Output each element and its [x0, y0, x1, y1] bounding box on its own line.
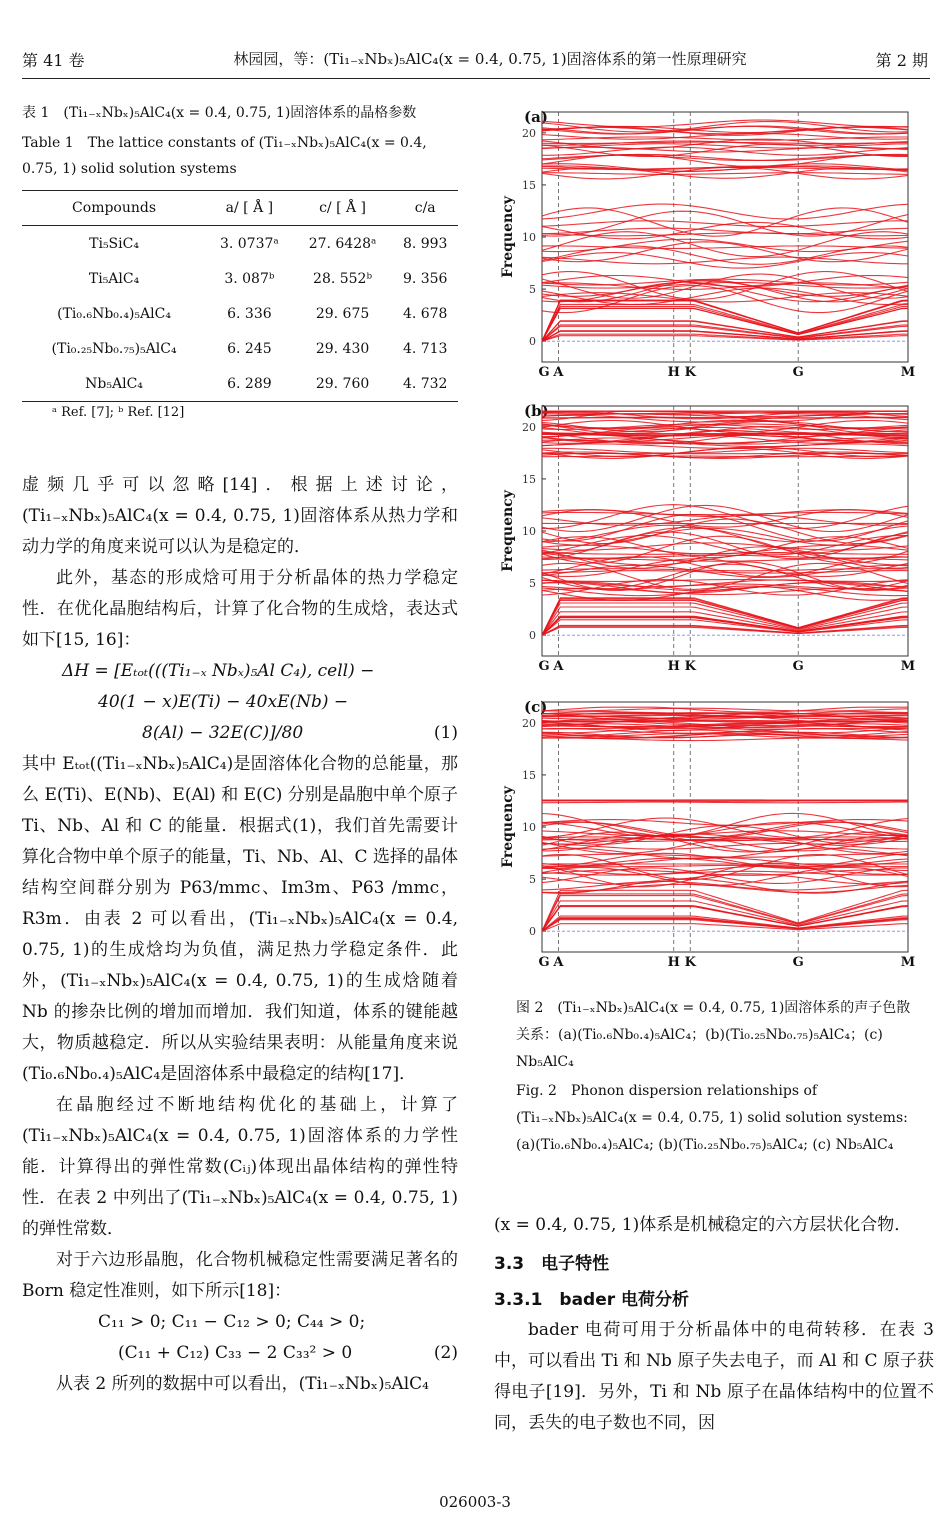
table-row — [22, 261, 458, 296]
header-rule — [22, 78, 930, 79]
x-tick-label: A — [553, 955, 564, 970]
cell: 29. 760 — [293, 366, 393, 402]
panel-label: (a) — [524, 108, 548, 126]
cell: Ti₅AlC₄ — [88, 270, 140, 287]
dispersion-branch — [542, 801, 908, 802]
cell: Nb₅AlC₄ — [22, 366, 206, 402]
dispersion-branch — [542, 221, 908, 227]
dispersion-branch — [542, 120, 908, 127]
dispersion-branch — [542, 802, 908, 803]
running-title: 林园园，等：(Ti₁₋ₓNbₓ)₅AlC₄(x = 0.4, 0.75, 1)固溶体系的第一性原理研究 — [233, 50, 747, 68]
paragraph: 其中 Eₜₒₜ((Ti₁₋ₓNbₓ)₅AlC₄)是固溶体化合物的总能量，那么 E(Ti)、E(Nb)、E(Al) 和 E(C) 分别是晶胞中单个原子 Ti、Nb、Al 和 C 的能量．根据式(1)，我们首先需要计算化合物中单个原子的能量，Ti、Nb、Al、C 选择的晶体结构空间群分别为 P63/mmc、Im3m、P63 /mmc，R3m．由表 2 可以看出，(Ti₁₋ₓNbₓ)₅AlC₄(x = 0.4, 0.75, 1)的生成焓均为负值，满足热力学稳定条件．此外，(Ti₁₋ₓNbₓ)₅AlC₄(x = 0.4, 0.75, 1)的生成焓随着 Nb 的掺杂比例的增加而增加．我们知道，体系的键能越大，物质越稳定．所以从实验结果表明：从能量角度来说(Ti₀.₆Nb₀.₄)₅AlC₄是固溶体系中最稳定的结构[17]． — [22, 754, 458, 1084]
x-tick-label: G — [538, 659, 550, 674]
y-axis-label: Frequency — [500, 786, 516, 868]
cell: 27. 6428ᵃ — [308, 235, 377, 252]
cell: 4. 713 — [402, 340, 448, 357]
x-tick-label: K — [684, 955, 696, 970]
x-tick-label: M — [900, 365, 916, 380]
table-row — [22, 226, 458, 262]
y-tick-label: 0 — [529, 629, 536, 643]
col-c: c/ [ Å ] — [293, 191, 393, 226]
dispersion-branch — [542, 848, 908, 858]
cell: Ti₅SiC₄ — [89, 235, 139, 252]
col-a: a/ [ Å ] — [206, 191, 293, 226]
dispersion-branch — [542, 515, 908, 542]
table-row — [22, 296, 458, 331]
journal-issue: 第 2 期 — [875, 51, 928, 70]
cell: 9. 356 — [402, 270, 448, 287]
right-body — [494, 1210, 934, 1439]
dispersion-branch — [542, 918, 908, 931]
dispersion-branch — [542, 563, 908, 589]
dispersion-branch — [542, 881, 908, 890]
col-compounds: Compounds — [22, 191, 206, 226]
equation-1-line3 — [22, 718, 458, 749]
paragraph: (x = 0.4, 0.75, 1)体系是机械稳定的六方层状化合物． — [494, 1215, 912, 1235]
x-tick-label: G — [538, 955, 550, 970]
dispersion-branch — [542, 211, 908, 236]
cell: 28. 552ᵇ — [313, 270, 373, 287]
section-3-3-heading: 3.3 电子特性 — [494, 1254, 610, 1274]
paragraph: 此外，基态的形成焓可用于分析晶体的热力学稳定性．在优化晶胞结构后，计算了化合物的生成焓，表达式如下[15, 16]： — [22, 568, 458, 650]
figure2-caption-en: Fig. 2 Phonon dispersion relationships of (Ti₁₋ₓNbₓ)₅AlC₄(x = 0.4, 0.75, 1) solid solution systems: (a)(Ti₀.₆Nb₀.₄)₅AlC₄; (b)(Ti₀.₂₅Nb₀.₇₅)₅AlC₄; (c) Nb₅AlC₄ — [516, 1083, 908, 1153]
figure2-caption — [516, 995, 916, 1159]
dispersion-branch — [542, 924, 908, 932]
cell: 3. 0737ᵃ — [219, 235, 279, 252]
y-tick-label: 10 — [522, 231, 536, 244]
x-tick-label: G — [538, 365, 550, 380]
phonon-dispersion-figure — [498, 100, 928, 990]
cell: 6. 336 — [227, 305, 272, 322]
table-row — [22, 366, 458, 402]
x-tick-label: H — [667, 955, 680, 970]
equation-1-line2: 40(1 − x)E(Ti) − 40xE(Nb) − — [98, 692, 349, 712]
equation-2-line2 — [22, 1338, 458, 1369]
dispersion-branch — [542, 569, 908, 571]
left-body — [22, 470, 458, 1400]
dispersion-branch — [542, 239, 908, 251]
cell: 6. 245 — [227, 340, 272, 357]
dispersion-branch — [542, 286, 908, 313]
panel-label: (b) — [524, 402, 549, 420]
x-tick-label: G — [792, 955, 804, 970]
x-tick-label: M — [900, 955, 916, 970]
x-tick-label: G — [792, 365, 804, 380]
phonon-panel-1 — [500, 108, 915, 380]
figure2 — [498, 100, 928, 994]
paragraph: 对于六边形晶胞，化合物机械稳定性需要满足著名的 Born 稳定性准则，如下所示[18]： — [22, 1250, 458, 1301]
table-header-row — [22, 191, 458, 226]
dispersion-branch — [542, 417, 908, 418]
y-tick-label: 20 — [522, 126, 536, 140]
y-tick-label: 10 — [522, 525, 536, 538]
cell: (Ti₀.₆Nb₀.₄)₅AlC₄ — [57, 305, 171, 322]
cell: 4. 678 — [402, 305, 448, 322]
cell: 4. 732 — [392, 366, 458, 402]
dispersion-branch — [542, 580, 908, 582]
y-tick-label: 15 — [522, 472, 536, 486]
dispersion-branch — [542, 562, 908, 591]
y-axis-label: Frequency — [500, 490, 516, 572]
x-tick-label: A — [553, 365, 564, 380]
cell: 29. 430 — [315, 340, 370, 357]
y-tick-label: 15 — [522, 178, 536, 192]
dispersion-branch — [542, 818, 908, 837]
y-tick-label: 5 — [529, 873, 536, 887]
paragraph: bader 电荷可用于分析晶体中的电荷转移．在表 3 中，可以看出 Ti 和 Nb 原子失去电子，而 Al 和 C 原子获得电子[19]．另外，Ti 和 Nb 原子在晶体结构中的位置不同，丢失的电子数也不同，因 — [494, 1320, 934, 1433]
x-tick-label: G — [792, 659, 804, 674]
equation-2-body: (C₁₁ + C₁₂) C₃₃ − 2 C₃₃² > 0 — [118, 1343, 353, 1363]
dispersion-branch — [542, 424, 908, 429]
y-tick-label: 0 — [529, 925, 536, 939]
x-tick-label: A — [553, 659, 564, 674]
equation-2-number: (2) — [433, 1343, 458, 1363]
dispersion-branch — [542, 242, 908, 262]
dispersion-branch — [542, 246, 908, 249]
paragraph: 从表 2 所列的数据中可以看出，(Ti₁₋ₓNbₓ)₅AlC₄ — [56, 1374, 429, 1394]
phonon-panel-3 — [500, 698, 915, 970]
cell: (Ti₀.₂₅Nb₀.₇₅)₅AlC₄ — [51, 340, 177, 357]
figure2-caption-cn: 图 2 (Ti₁₋ₓNbₓ)₅AlC₄(x = 0.4, 0.75, 1)固溶体系的声子色散关系：(a)(Ti₀.₆Nb₀.₄)₅AlC₄；(b)(Ti₀.₂₅Nb₀.₇₅)₅AlC₄；(c) Nb₅AlC₄ — [516, 1000, 911, 1070]
page-number: 026003-3 — [439, 1493, 511, 1511]
x-tick-label: K — [684, 659, 696, 674]
equation-2-line1: C₁₁ > 0; C₁₁ − C₁₂ > 0; C₄₄ > 0; — [98, 1312, 366, 1332]
dispersion-branch — [542, 142, 908, 143]
dispersion-branch — [542, 173, 908, 175]
y-axis-label: Frequency — [500, 196, 516, 278]
x-tick-label: H — [667, 365, 680, 380]
y-tick-label: 10 — [522, 821, 536, 834]
panel-label: (c) — [524, 698, 548, 716]
journal-volume: 第 41 卷 — [22, 51, 85, 70]
y-tick-label: 0 — [529, 335, 536, 349]
table1 — [22, 190, 458, 402]
table1-caption-cn: 表 1 (Ti₁₋ₓNbₓ)₅AlC₄(x = 0.4, 0.75, 1)固溶体系的晶格参数 — [22, 105, 417, 121]
paragraph: 虚频几乎可以忽略[14]．根据上述讨论，(Ti₁₋ₓNbₓ)₅AlC₄(x = 0.4, 0.75, 1)固溶体系从热力学和动力学的角度来说可以认为是稳定的． — [22, 475, 458, 557]
cell: 6. 289 — [206, 366, 293, 402]
y-tick-label: 15 — [522, 768, 536, 782]
dispersion-branch — [542, 728, 908, 729]
dispersion-branch — [542, 557, 908, 577]
cell: 29. 675 — [315, 305, 370, 322]
dispersion-branch — [542, 708, 908, 711]
x-tick-label: M — [900, 659, 916, 674]
phonon-panel-2 — [500, 402, 915, 674]
table1-caption-en: Table 1 The lattice constants of (Ti₁₋ₓNbₓ)₅AlC₄(x = 0.4, 0.75, 1) solid solution systems — [22, 135, 427, 177]
y-tick-label: 5 — [529, 577, 536, 591]
table1-footnote: ᵃ Ref. [7]; ᵇ Ref. [12] — [52, 405, 185, 420]
col-ca: c/a — [392, 191, 458, 226]
dispersion-branch — [542, 257, 908, 264]
equation-1-body: 8(Al) − 32E(C)]/80 — [142, 723, 304, 743]
y-tick-label: 20 — [522, 716, 536, 730]
cell: 3. 087ᵇ — [224, 270, 275, 287]
equation-1-line1: ΔH = [Eₜₒₜ(((Ti₁₋ₓ Nbₓ)₅Al C₄), cell) − — [62, 661, 375, 681]
table1-block — [22, 100, 458, 424]
table-row — [22, 331, 458, 366]
dispersion-branch — [542, 854, 908, 857]
y-tick-label: 20 — [522, 420, 536, 434]
y-tick-label: 5 — [529, 283, 536, 297]
cell: 8. 993 — [402, 235, 448, 252]
paragraph: 在晶胞经过不断地结构优化的基础上，计算了(Ti₁₋ₓNbₓ)₅AlC₄(x = 0.4, 0.75, 1)固溶体系的力学性能．计算得出的弹性常数(Cᵢⱼ)体现出晶体结构的弹性特性．在表 2 中列出了(Ti₁₋ₓNbₓ)₅AlC₄(x = 0.4, 0.75, 1) 的弹性常数． — [22, 1095, 458, 1239]
x-tick-label: H — [667, 659, 680, 674]
dispersion-branch — [542, 525, 908, 542]
x-tick-label: K — [684, 365, 696, 380]
equation-1-number: (1) — [433, 723, 458, 743]
section-3-3-1-heading: 3.3.1 bader 电荷分析 — [494, 1290, 690, 1310]
